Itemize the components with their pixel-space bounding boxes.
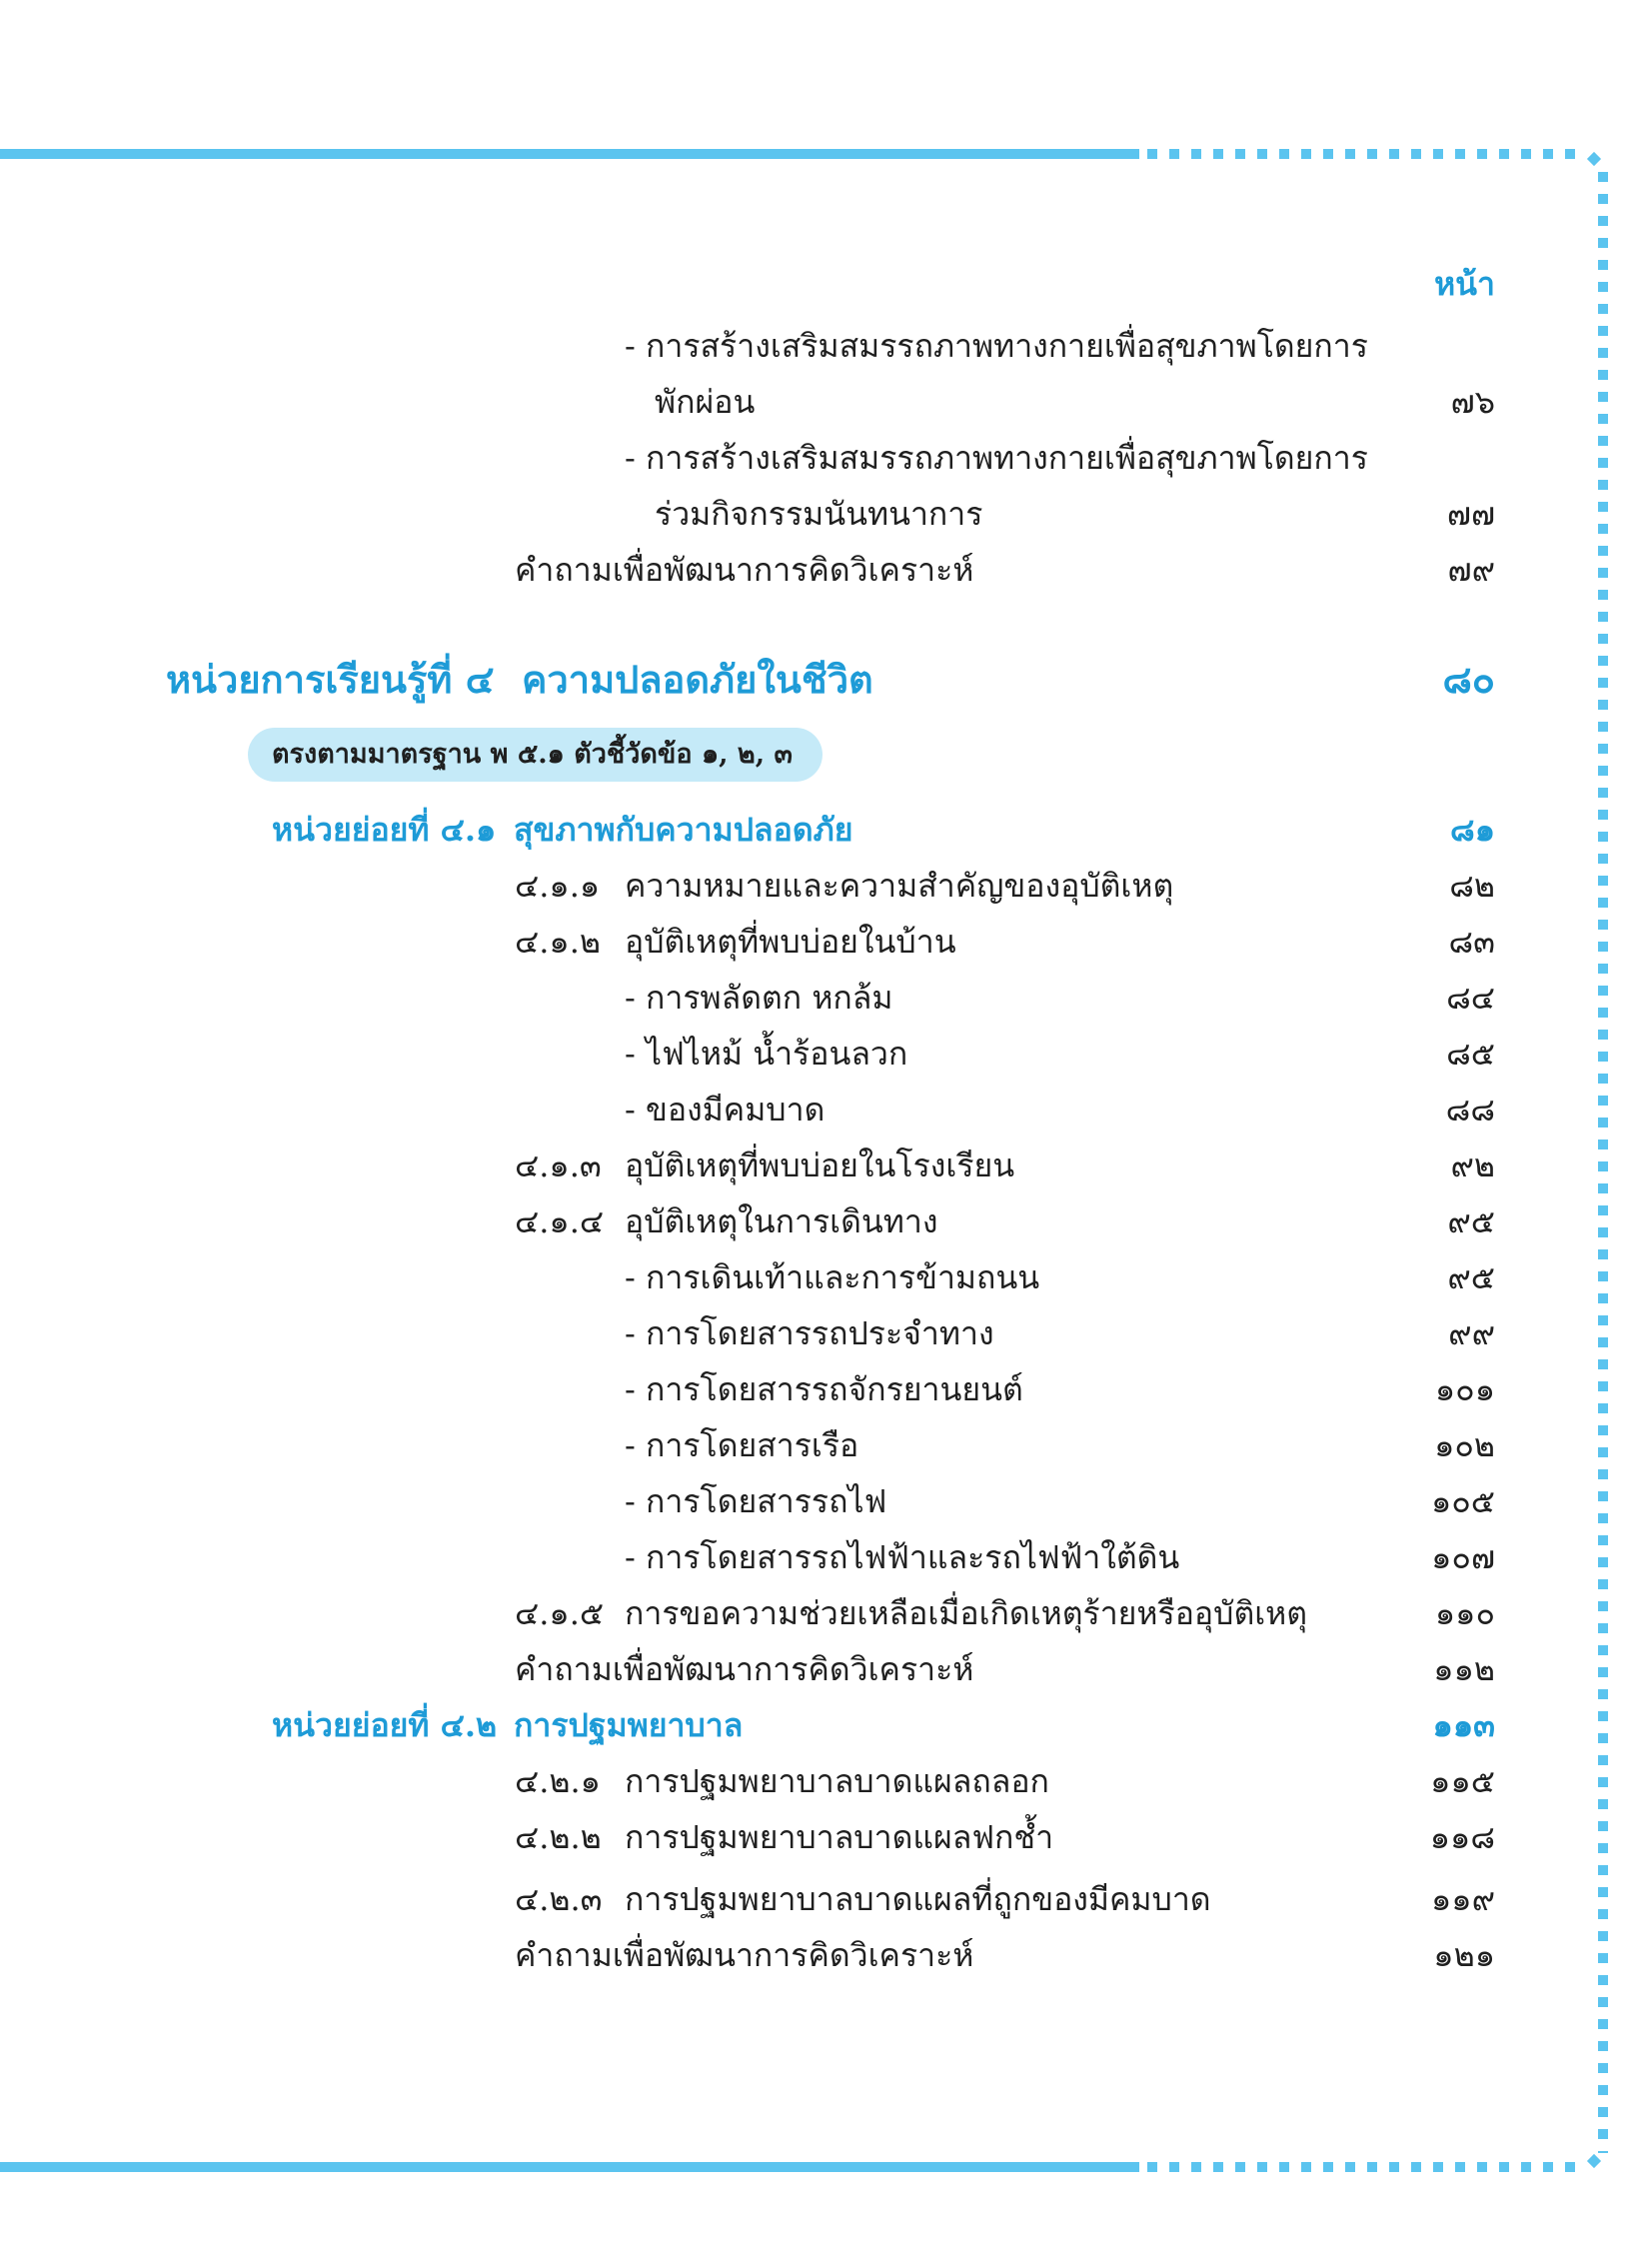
toc-entry-text: การปฐมพยาบาลบาดแผลที่ถูกของมีคมบาด: [625, 1880, 1211, 1918]
subunit-title: สุขภาพกับความปลอดภัย: [514, 811, 853, 849]
toc-entry-text: - ของมีคมบาด: [625, 1091, 826, 1129]
frame-top-bar: [0, 149, 1139, 159]
toc-entry-text: อุบัติเหตุที่พบบ่อยในบ้าน: [625, 923, 956, 961]
toc-entry-page: ๑๑๐: [1434, 1594, 1495, 1632]
toc-entry-page: ๗๗: [1446, 495, 1495, 533]
toc-entry-text: - การโดยสารรถไฟ: [625, 1482, 887, 1520]
toc-entry-text: คำถามเพื่อพัฒนาการคิดวิเคราะห์: [515, 1650, 974, 1688]
toc-entry-page: ๑๐๑: [1434, 1370, 1495, 1408]
toc-entry-text: อุบัติเหตุที่พบบ่อยในโรงเรียน: [625, 1146, 1015, 1184]
section-number: ๔.๑.๓: [515, 1146, 602, 1184]
toc-entry-page: ๑๑๕: [1430, 1762, 1495, 1800]
toc-entry-page: ๑๐๗: [1431, 1538, 1495, 1576]
section-number: ๔.๒.๑: [515, 1762, 601, 1800]
section-number: ๔.๒.๒: [515, 1818, 602, 1856]
toc-entry-text: - ไฟไหม้ น้ำร้อนลวก: [625, 1035, 908, 1073]
subunit-label: หน่วยย่อยที่ ๔.๒: [272, 1706, 498, 1744]
subunit-page: ๑๑๓: [1432, 1706, 1495, 1744]
section-number: ๔.๑.๔: [515, 1202, 605, 1240]
toc-entry-page: ๙๙: [1448, 1314, 1495, 1352]
toc-entry-page: ๑๐๒: [1434, 1426, 1495, 1464]
toc-entry-page: ๘๒: [1449, 867, 1495, 905]
toc-entry-text: อุบัติเหตุในการเดินทาง: [625, 1202, 938, 1240]
toc-entry-text: คำถามเพื่อพัฒนาการคิดวิเคราะห์: [515, 551, 974, 589]
toc-entry-page: ๙๕: [1447, 1202, 1495, 1240]
section-number: ๔.๒.๓: [515, 1880, 603, 1918]
toc-entry-page: ๘๔: [1446, 979, 1495, 1017]
subunit-label: หน่วยย่อยที่ ๔.๑: [272, 811, 497, 849]
unit-heading-title: ความปลอดภัยในชีวิต: [522, 657, 873, 702]
frame-right-dotted-bar: [1598, 172, 1608, 2153]
toc-entry-text: - การเดินเท้าและการข้ามถนน: [625, 1258, 1040, 1296]
section-number: ๔.๑.๒: [515, 923, 601, 961]
frame-corner-bottom-right: [1587, 2154, 1601, 2168]
frame-bottom-bar: [0, 2162, 1139, 2172]
toc-entry-text: การขอความช่วยเหลือเมื่อเกิดเหตุร้ายหรืออุบัติเหตุ: [625, 1594, 1308, 1632]
toc-entry-text: คำถามเพื่อพัฒนาการคิดวิเคราะห์: [515, 1936, 974, 1974]
toc-entry-page: ๑๒๑: [1433, 1936, 1495, 1974]
toc-entry-text: - การโดยสารเรือ: [625, 1426, 859, 1464]
standards-badge-text: ตรงตามมาตรฐาน พ ๕.๑ ตัวชี้วัดข้อ ๑, ๒, ๓: [272, 739, 793, 770]
unit-heading-label: หน่วยการเรียนรู้ที่ ๔: [166, 657, 495, 702]
toc-entry-text: - การสร้างเสริมสมรรถภาพทางกายเพื่อสุขภาพโดยการ: [625, 439, 1368, 477]
toc-entry-text: ร่วมกิจกรรมนันทนาการ: [655, 495, 983, 533]
toc-entry-page: ๘๓: [1448, 923, 1495, 961]
toc-entry-page: ๙๒: [1450, 1146, 1495, 1184]
toc-entry-page: ๑๑๙: [1430, 1880, 1495, 1918]
toc-entry-text: - การโดยสารรถไฟฟ้าและรถไฟฟ้าใต้ดิน: [625, 1538, 1180, 1576]
toc-entry-text: การปฐมพยาบาลบาดแผลถลอก: [625, 1762, 1049, 1800]
toc-entry-text: การปฐมพยาบาลบาดแผลฟกช้ำ: [625, 1818, 1054, 1856]
toc-entry-page: ๘๕: [1446, 1035, 1495, 1073]
toc-entry-page: ๙๕: [1447, 1258, 1495, 1296]
section-number: ๔.๑.๕: [515, 1594, 605, 1632]
frame-top-dotted-bar: [1147, 149, 1587, 159]
subunit-title: การปฐมพยาบาล: [514, 1706, 744, 1744]
toc-entry-page: ๗๖: [1450, 383, 1495, 421]
page-column-header: หน้า: [1434, 265, 1495, 303]
unit-heading-page: ๘๐: [1442, 657, 1495, 702]
toc-entry-text: ความหมายและความสำคัญของอุบัติเหตุ: [625, 867, 1174, 905]
toc-entry-page: ๑๑๘: [1429, 1818, 1495, 1856]
toc-entry-text: พักผ่อน: [655, 383, 756, 421]
toc-entry-page: ๘๘: [1445, 1091, 1495, 1129]
toc-entry-page: ๑๑๒: [1433, 1650, 1495, 1688]
toc-entry-text: - การพลัดตก หกล้ม: [625, 979, 893, 1017]
subunit-page: ๘๑: [1450, 811, 1495, 849]
toc-entry-text: - การโดยสารรถจักรยานยนต์: [625, 1370, 1023, 1408]
toc-entry-text: - การสร้างเสริมสมรรถภาพทางกายเพื่อสุขภาพโดยการ: [625, 327, 1368, 365]
toc-entry-page: ๑๐๕: [1430, 1482, 1495, 1520]
section-number: ๔.๑.๑: [515, 867, 601, 905]
frame-corner-top-right: [1587, 152, 1601, 166]
toc-entry-page: ๗๙: [1447, 551, 1495, 589]
frame-bottom-dotted-bar: [1147, 2162, 1587, 2172]
toc-entry-text: - การโดยสารรถประจำทาง: [625, 1314, 994, 1352]
